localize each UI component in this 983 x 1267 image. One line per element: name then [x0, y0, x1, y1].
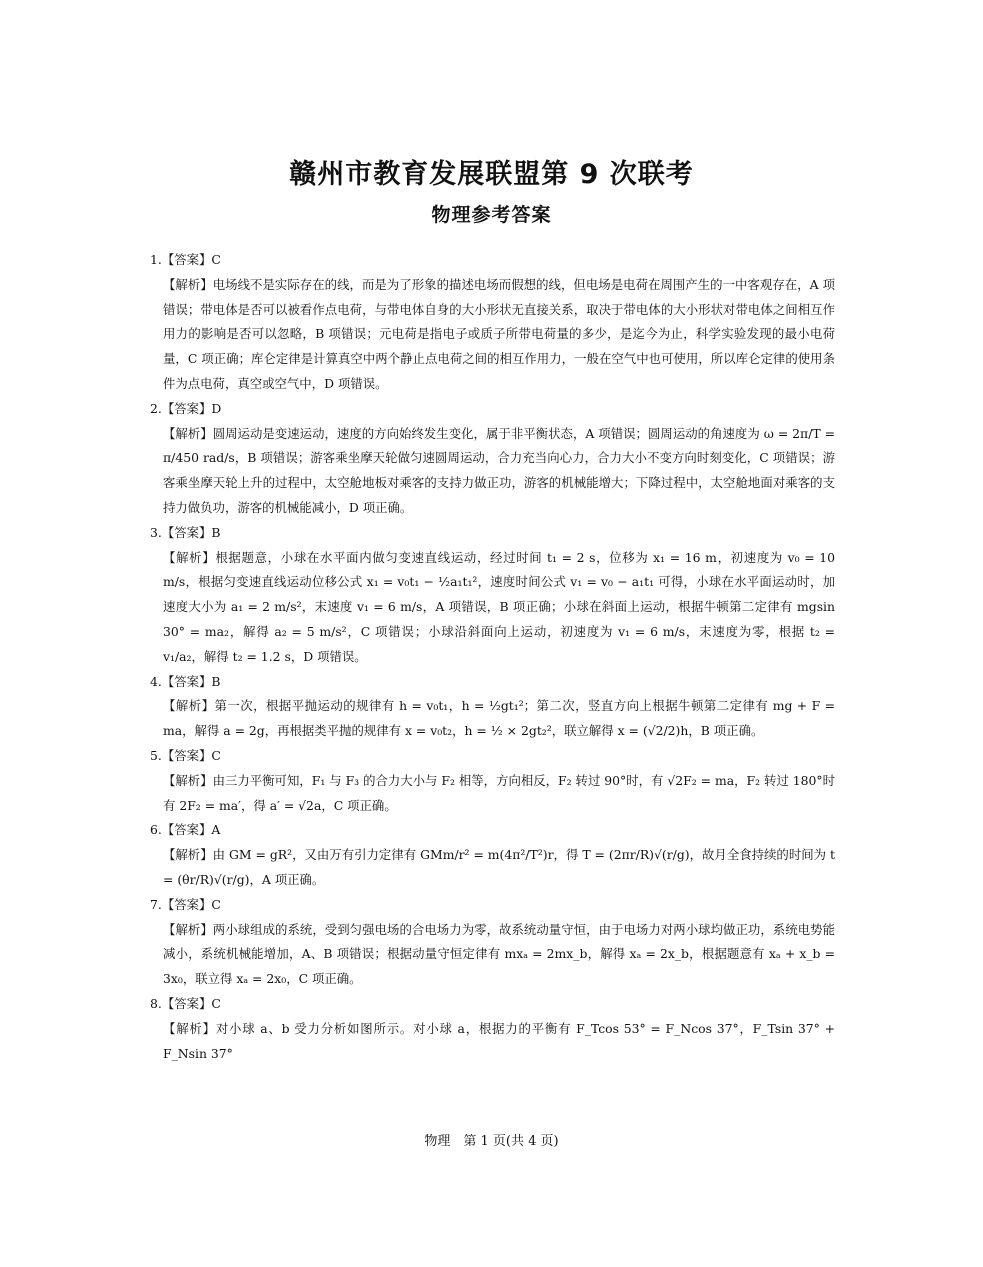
answer-8: 8.【答案】C	[150, 995, 221, 1011]
answer-7: 7.【答案】C	[150, 896, 221, 912]
answer-5: 5.【答案】C	[150, 747, 221, 763]
document-subtitle: 物理参考答案	[431, 204, 552, 226]
document-title: 赣州市教育发展联盟第 9 次联考	[289, 159, 694, 190]
answer-3: 3.【答案】B	[150, 524, 221, 540]
explanation-4: 【解析】第一次，根据平抛运动的规律有 h = v₀t₁，h = ½gt₁²；第二次，竖直方向上根据牛顿第二定律有 mg + F = ma，解得 a = 2g，再根据类平抛的规律有 x = v₀t₂，h = ½ × 2gt₂²，联立解得 x = (√2/2)h，B 项正确。	[163, 698, 835, 739]
answer-list	[150, 248, 835, 1066]
explanation-7: 【解析】两小球组成的系统，受到匀强电场的合电场力为零，故系统动量守恒，由于电场力对两小球均做正功，系统电势能减小，系统机械能增加，A、B 项错误；根据动量守恒定律有 mxₐ = 2mx_b，解得 xₐ = 2x_b，根据题意有 xₐ + x_b = 3x₀，联立得 xₐ = 2x₀，C 项正确。	[163, 921, 835, 987]
answer-6: 6.【答案】A	[150, 822, 221, 838]
page-footer: 物理 第 1 页(共 4 页)	[424, 1134, 559, 1149]
explanation-3: 【解析】根据题意，小球在水平面内做匀变速直线运动，经过时间 t₁ = 2 s，位移为 x₁ = 16 m，初速度为 v₀ = 10 m/s，根据匀变速直线运动位移公式 x₁ = v₀t₁ − ½a₁t₁²，速度时间公式 v₁ = v₀ − a₁t₁ 可得，小球在水平面运动时，加速度大小为 a₁ = 2 m/s²，末速度 v₁ = 6 m/s，A 项错误，B 项正确；小球在斜面上运动，根据牛顿第二定律有 mgsin 30° = ma₂，解得 a₂ = 5 m/s²，C 项错误；小球沿斜面向上运动，初速度为 v₁ = 6 m/s，末速度为零，根据 t₂ = v₁/a₂，解得 t₂ = 1.2 s，D 项错误。	[163, 549, 835, 664]
explanation-8: 【解析】对小球 a、b 受力分析如图所示。对小球 a，根据力的平衡有 F_Tcos 53° = F_Ncos 37°，F_Tsin 37° + F_Nsin 37°	[163, 1020, 835, 1061]
answer-1: 1.【答案】C	[150, 252, 221, 267]
answer-2: 2.【答案】D	[150, 400, 222, 416]
answer-4: 4.【答案】B	[150, 673, 221, 689]
explanation-1: 【解析】电场线不是实际存在的线，而是为了形象的描述电场而假想的线，但电场是电荷在周围产生的一中客观存在，A 项错误；带电体是否可以被看作点电荷，与带电体自身的大小形状无直接关系，取决于带电体的大小形状对带电体之间相互作用力的影响是否可以忽略，B 项错误；元电荷是指电子或质子所带电荷量的多少，是迄今为止，科学实验发现的最小电荷量，C 项正确；库仑定律是计算真空中两个静止点电荷之间的相互作用力，一般在空气中也可使用，所以库仑定律的使用条件为点电荷，真空或空气中，D 项错误。	[163, 276, 835, 391]
explanation-2: 【解析】圆周运动是变速运动，速度的方向始终发生变化，属于非平衡状态，A 项错误；圆周运动的角速度为 ω = 2π/T = π/450 rad/s，B 项错误；游客乘坐摩天轮做匀速圆周运动，合力充当向心力，合力大小不变方向时刻变化，C 项错误；游客乘坐摩天轮上升的过程中，太空舱地板对乘客的支持力做正功，游客的机械能增大；下降过程中，太空舱地面对乘客的支持力做负功，游客的机械能减小，D 项正确。	[163, 425, 835, 515]
explanation-5: 【解析】由三力平衡可知，F₁ 与 F₃ 的合力大小与 F₂ 相等，方向相反，F₂ 转过 90°时，有 √2F₂ = ma，F₂ 转过 180°时有 2F₂ = ma′，得 a′ = √2a，C 项正确。	[163, 772, 835, 813]
explanation-6: 【解析】由 GM = gR²，又由万有引力定律有 GMm/r² = m(4π²/T²)r，得 T = (2πr/R)√(r/g)，故月全食持续的时间为 t = (θr/R)√(r/g)，A 项正确。	[163, 847, 835, 887]
